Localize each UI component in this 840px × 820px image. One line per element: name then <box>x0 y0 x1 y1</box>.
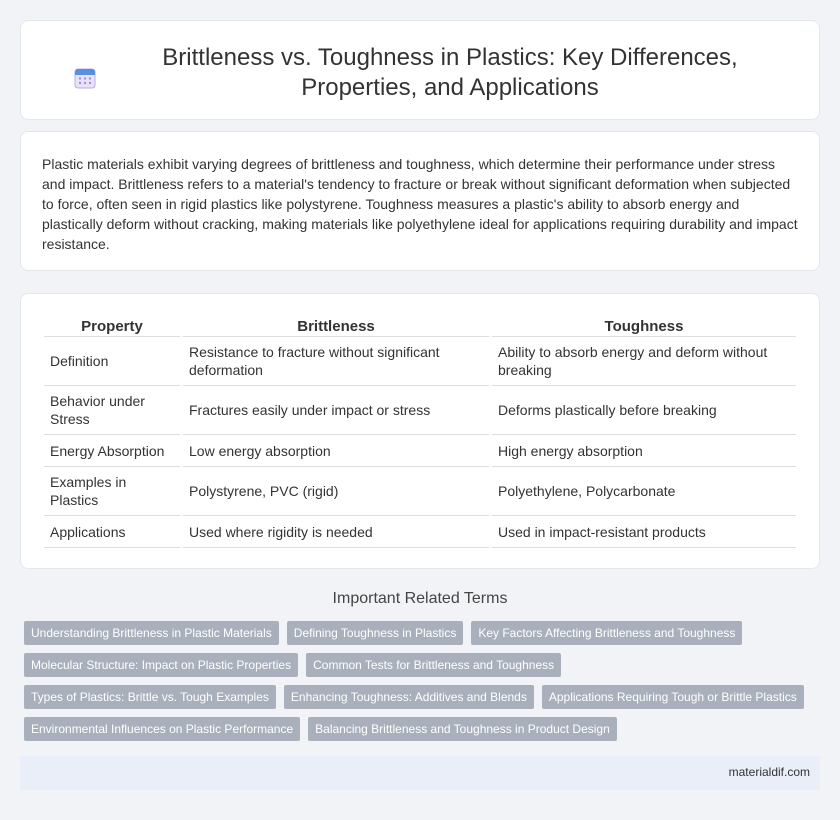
table-cell: Ability to absorb energy and deform without breaking <box>492 337 796 386</box>
related-term-link[interactable]: Understanding Brittleness in Plastic Materials <box>24 621 279 645</box>
table-row <box>44 435 796 467</box>
related-term-link[interactable]: Molecular Structure: Impact on Plastic Properties <box>24 653 298 677</box>
related-term-link[interactable]: Applications Requiring Tough or Brittle Plastics <box>542 685 804 709</box>
table-cell: Applications <box>44 516 180 548</box>
table-row <box>44 516 796 548</box>
tag-row <box>24 717 824 741</box>
header-property: Property <box>44 316 180 337</box>
table-cell: Behavior under Stress <box>44 386 180 435</box>
comparison-table <box>41 316 799 548</box>
header-toughness: Toughness <box>492 316 796 337</box>
intro-paragraph: Plastic materials exhibit varying degrees of brittleness and toughness, which determine their performance under stress and impact. Brittleness refers to a material's tendency to fracture or break without significant deformation when subjected to force, often seen in rigid plastics like polystyrene. Toughness measures a plastic's ability to absorb energy and plastically deform without cracking, making materials like polyethylene ideal for applications requiring durability and impact resistance. <box>42 156 798 252</box>
header-brittleness: Brittleness <box>183 316 489 337</box>
related-term-link[interactable]: Common Tests for Brittleness and Toughness <box>306 653 561 677</box>
related-term-link[interactable]: Balancing Brittleness and Toughness in Product Design <box>308 717 617 741</box>
table-cell: Polyethylene, Polycarbonate <box>492 467 796 516</box>
header-card <box>20 20 820 120</box>
related-term-link[interactable]: Types of Plastics: Brittle vs. Tough Examples <box>24 685 276 709</box>
related-term-link[interactable]: Environmental Influences on Plastic Performance <box>24 717 300 741</box>
table-cell: Resistance to fracture without significant deformation <box>183 337 489 386</box>
intro-card <box>20 131 820 271</box>
comparison-table-card <box>20 293 820 569</box>
table-cell: Examples in Plastics <box>44 467 180 516</box>
related-term-link[interactable]: Key Factors Affecting Brittleness and Toughness <box>471 621 742 645</box>
table-cell: High energy absorption <box>492 435 796 467</box>
table-row <box>44 337 796 386</box>
tag-row <box>24 621 824 645</box>
footer <box>20 756 820 790</box>
related-term-link[interactable]: Defining Toughness in Plastics <box>287 621 464 645</box>
table-row <box>44 467 796 516</box>
table-cell: Low energy absorption <box>183 435 489 467</box>
tag-row <box>24 685 824 709</box>
table-cell: Polystyrene, PVC (rigid) <box>183 467 489 516</box>
table-cell: Energy Absorption <box>44 435 180 467</box>
table-cell: Fractures easily under impact or stress <box>183 386 489 435</box>
related-term-link[interactable]: Enhancing Toughness: Additives and Blends <box>284 685 534 709</box>
related-terms-title: Important Related Terms <box>332 590 508 607</box>
page-title: Brittleness vs. Toughness in Plastics: Key Differences, Properties, and Applications <box>162 44 738 101</box>
footer-site-link[interactable]: materialdif.com <box>728 765 810 779</box>
table-cell: Used where rigidity is needed <box>183 516 489 548</box>
table-cell: Deforms plastically before breaking <box>492 386 796 435</box>
table-cell: Used in impact-resistant products <box>492 516 796 548</box>
table-header-row <box>44 316 796 337</box>
table-row <box>44 386 796 435</box>
calendar-icon <box>73 66 97 90</box>
table-cell: Definition <box>44 337 180 386</box>
tag-row <box>24 653 824 677</box>
related-terms-list <box>24 621 824 749</box>
